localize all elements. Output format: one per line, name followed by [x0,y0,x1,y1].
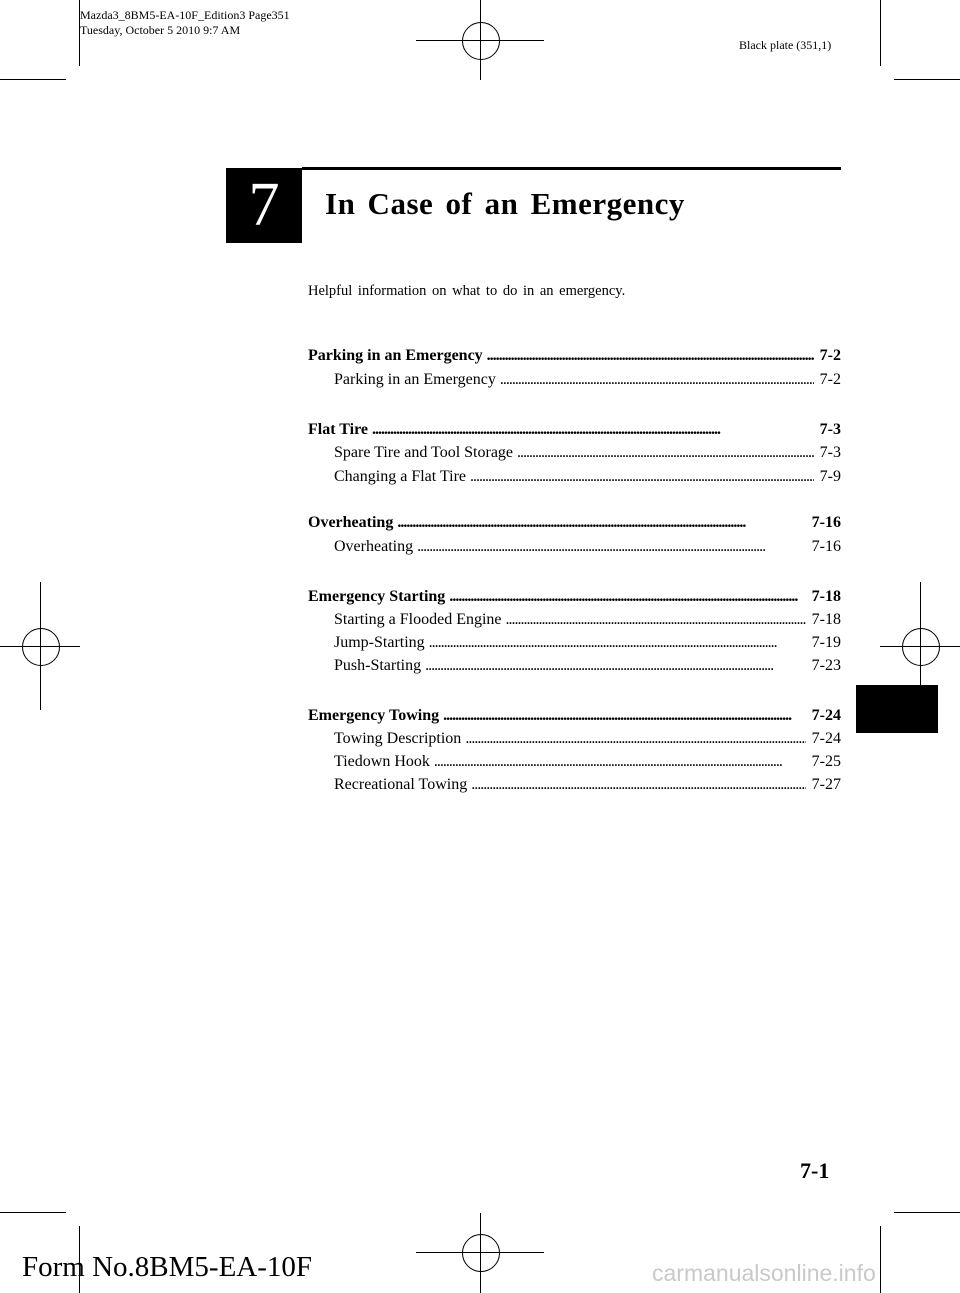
toc-item-spare-tire[interactable] [334,444,841,464]
toc-leader-dots [443,707,806,725]
toc-section-title: Flat Tire [308,421,368,438]
toc-section-title: Emergency Towing [308,707,440,724]
form-number: Form No.8BM5-EA-10F [22,1251,313,1283]
toc-page-number: 7-19 [811,634,841,651]
toc-section-parking[interactable] [308,347,841,367]
toc-section-emergency-starting[interactable] [308,588,841,608]
chapter-number-box: 7 [226,168,302,243]
toc-leader-dots [500,371,814,389]
toc-item-changing-flat-tire[interactable] [334,468,841,488]
toc-item-title: Recreational Towing [334,776,468,793]
toc-item-recreational-towing[interactable] [334,776,841,796]
watermark: carmanualsonline.info [652,1260,876,1286]
toc-section-title: Emergency Starting [308,588,446,605]
toc-section-title: Overheating [308,514,394,531]
toc-page-number: 7-2 [819,347,841,364]
toc-leader-dots [487,347,814,365]
toc-leader-dots [425,657,806,675]
toc-leader-dots [449,588,805,606]
toc-item-title: Tiedown Hook [334,753,430,770]
toc-page-number: 7-3 [819,421,841,438]
toc-leader-dots [417,538,806,556]
print-date-line: Tuesday, October 5 2010 9:7 AM [80,23,241,37]
toc-page-number: 7-27 [811,776,841,793]
page-number: 7-1 [800,1158,830,1183]
toc-item-towing-description[interactable] [334,730,841,750]
toc-section-flat-tire[interactable] [308,421,841,441]
toc-page-number: 7-18 [811,588,841,605]
toc-leader-dots [506,611,806,629]
toc-page-number: 7-23 [811,657,841,674]
chapter-thumb-tab [856,685,938,733]
toc-item-title: Overheating [334,538,414,555]
plate-label: Black plate (351,1) [739,38,832,52]
toc-leader-dots [429,634,806,652]
toc-page-number: 7-25 [811,753,841,770]
chapter-subtitle: Helpful information on what to do in an emergency. [308,283,626,299]
print-file-line: Mazda3_8BM5-EA-10F_Edition3 Page351 [80,8,290,22]
toc-page-number: 7-9 [819,468,841,485]
toc-item-push-starting[interactable] [334,657,841,677]
toc-leader-dots [434,753,806,771]
toc-page-number: 7-3 [819,444,841,461]
toc-item-title: Towing Description [334,730,462,747]
toc-item-parking[interactable] [334,371,841,391]
toc-page-number: 7-18 [811,611,841,628]
toc-page-number: 7-24 [811,730,841,747]
toc-item-title: Jump-Starting [334,634,425,651]
toc-item-title: Parking in an Emergency [334,371,496,388]
toc-item-tiedown-hook[interactable] [334,753,841,773]
toc-leader-dots [372,421,814,439]
toc-page-number: 7-2 [819,371,841,388]
toc-page-number: 7-16 [811,538,841,555]
toc-page-number: 7-16 [811,514,841,531]
toc-page-number: 7-24 [811,707,841,724]
toc-leader-dots [471,776,805,794]
toc-section-emergency-towing[interactable] [308,707,841,727]
toc-item-flooded-engine[interactable] [334,611,841,631]
toc-item-title: Changing a Flat Tire [334,468,467,485]
toc-item-title: Starting a Flooded Engine [334,611,502,628]
toc-section-title: Parking in an Emergency [308,347,483,364]
chapter-title: In Case of an Emergency [325,186,685,221]
toc-leader-dots [517,444,814,462]
toc-leader-dots [397,514,805,532]
toc-item-title: Push-Starting [334,657,422,674]
toc-item-title: Spare Tire and Tool Storage [334,444,514,461]
toc-leader-dots [470,468,814,486]
toc-leader-dots [465,730,805,748]
chapter-heading-rule [302,167,841,170]
toc-item-jump-starting[interactable] [334,634,841,654]
toc-section-overheating[interactable] [308,514,841,534]
toc-item-overheating[interactable] [334,538,841,558]
